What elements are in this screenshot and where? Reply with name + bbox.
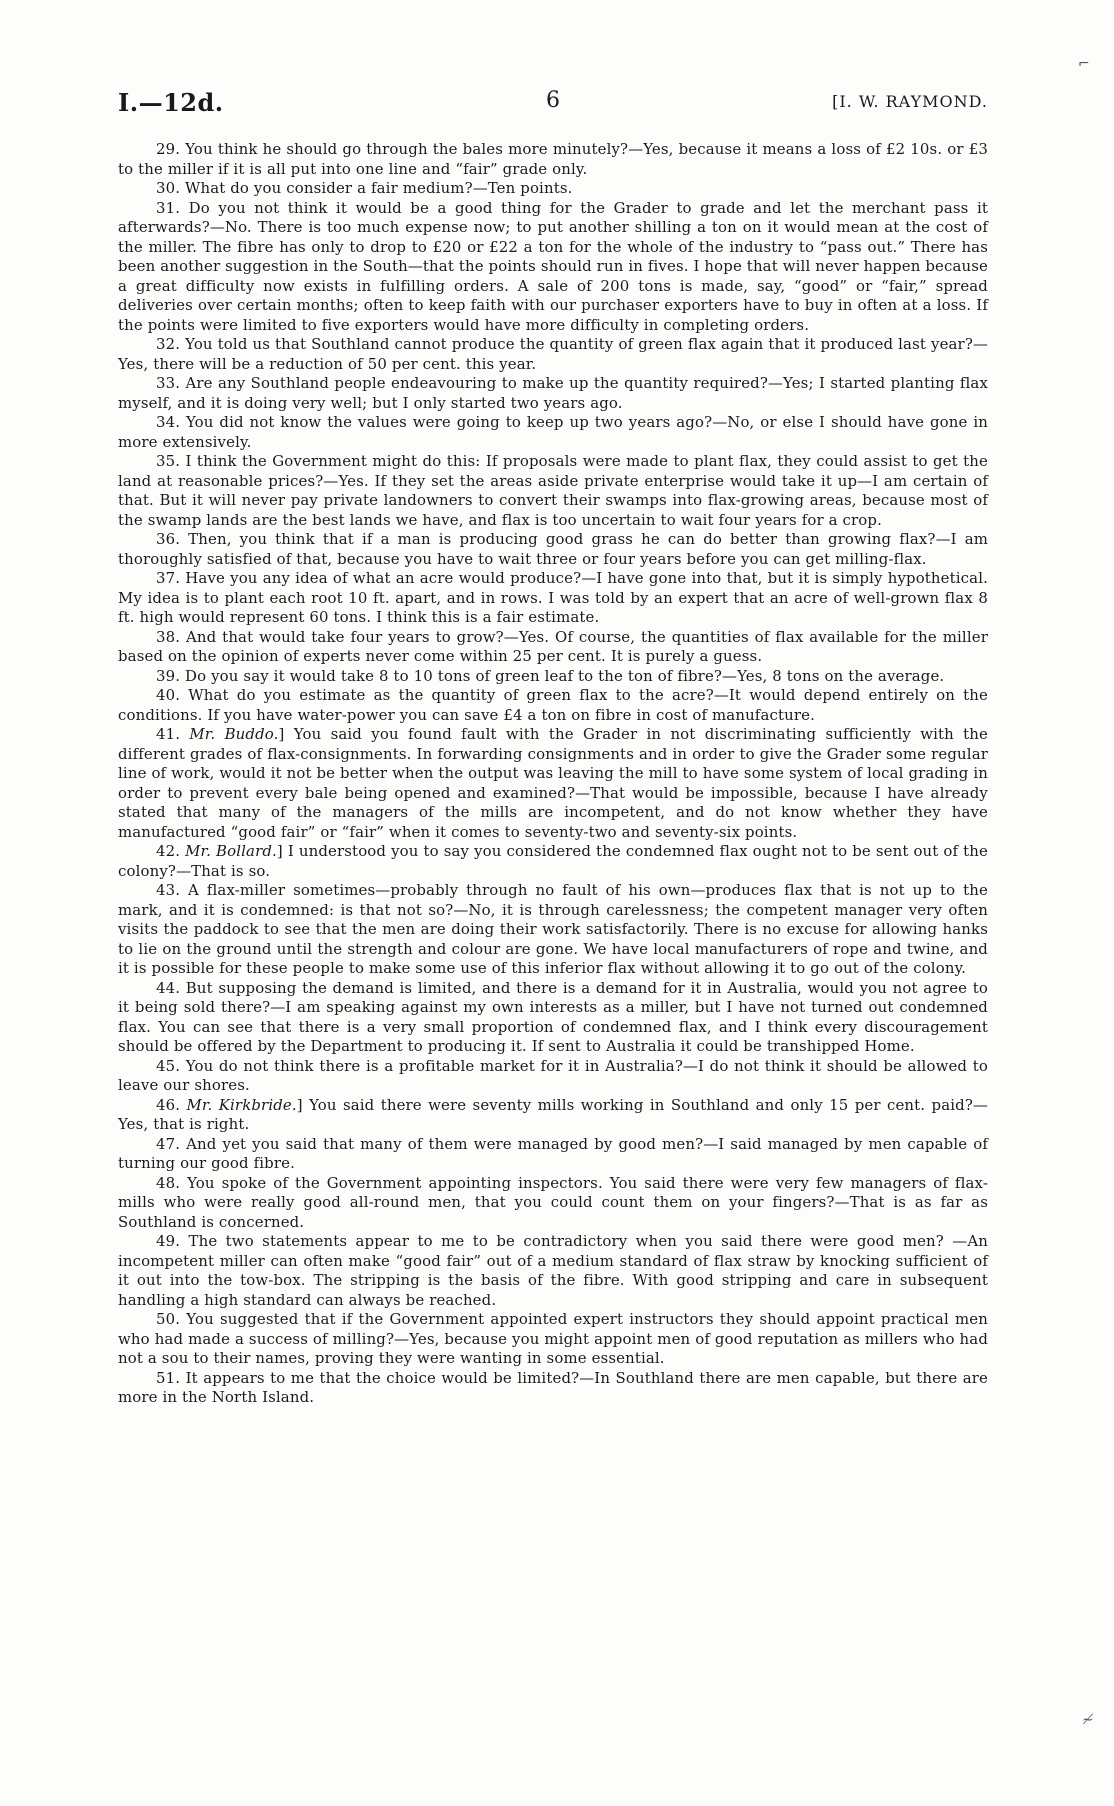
speaker-name: Mr. Kirkbride. bbox=[186, 1095, 297, 1114]
evidence-paragraph: 34. You did not know the values were going to keep up two years ago?—No, or else I should have gone in more extensively. bbox=[118, 413, 988, 451]
evidence-paragraph: 50. You suggested that if the Government appointed expert instructors they should appoint practical men who had made a success of milling?—Yes, because you might appoint men of good reputation as millers who had not a sou to their names, proving they were wanting in some essential. bbox=[118, 1310, 988, 1367]
paragraph-text: ] You said you found fault with the Grader in not discriminating sufficiently with the different grades of flax-consignments. In forwarding consignments and in order to give the Grader some regular line of work, would it not be better when the output was leaving the mill to have some system of local grading in order to prevent every bale being opened and examined?—That would be impossible, because I have already stated that many of the managers of the mills are incompetent, and do not know whether they have manufactured “good fair” or “fair” when it comes to seventy-two and seventy-six points. bbox=[118, 725, 988, 841]
evidence-paragraph: 37. Have you any idea of what an acre would produce?—I have gone into that, but it is simply hypothetical. My idea is to plant each root 10 ft. apart, and in rows. I was told by an expert that an acre of well-grown flax 8 ft. high would represent 60 tons. I think this is a fair estimate. bbox=[118, 569, 988, 626]
paragraph-text: ] You said there were seventy mills working in Southland and only 15 per cent. paid?—Yes, that is right. bbox=[118, 1095, 988, 1133]
question-number: 46. bbox=[156, 1095, 187, 1114]
evidence-paragraph: 32. You told us that Southland cannot produce the quantity of green flax again that it produced last year?—Yes, there will be a reduction of 50 per cent. this year. bbox=[118, 335, 988, 373]
evidence-paragraph: 43. A flax-miller sometimes—probably through no fault of his own—produces flax that is not up to the mark, and it is condemned: is that not so?—No, it is through carelessness; the competent manager very often visits the paddock to see that the men are doing their work satisfactorily. There is no excuse for allowing hanks to lie on the ground until the strength and colour are gone. We have local manufacturers of rope and twine, and it is possible for these people to make some use of this inferior flax without allowing it to go out of the colony. bbox=[118, 881, 988, 977]
witness-name: [I. W. RAYMOND. bbox=[832, 92, 988, 111]
margin-mark: ⌐ bbox=[1078, 56, 1090, 72]
speaker-name: Mr. Bollard. bbox=[185, 842, 277, 860]
evidence-paragraph: 30. What do you consider a fair medium?—Ten points. bbox=[156, 179, 573, 197]
document-page bbox=[118, 88, 988, 1408]
document-reference: I.—12d. bbox=[118, 88, 224, 117]
evidence-paragraph: 36. Then, you think that if a man is producing good grass he can do better than growing flax?—I am thoroughly satisfied of that, because you have to wait three or four years before you can get milling-flax. bbox=[118, 530, 988, 568]
evidence-paragraph: 40. What do you estimate as the quantity of green flax to the acre?—It would depend entirely on the conditions. If you have water-power you can save £4 a ton on fibre in cost of manufacture. bbox=[118, 686, 988, 724]
question-number: 41. bbox=[156, 725, 190, 743]
question-number: 42. bbox=[156, 842, 186, 860]
evidence-paragraph: 38. And that would take four years to grow?—Yes. Of course, the quantities of flax available for the miller based on the opinion of experts never come within 25 per cent. It is purely a guess. bbox=[118, 627, 988, 665]
evidence-paragraph: 35. I think the Government might do this: If proposals were made to plant flax, they could assist to get the land at reasonable prices?—Yes. If they set the areas aside private enterprise would take it up—I am certain of that. But it will never pay private landowners to convert their swamps into flax-growing areas, because most of the swamp lands are the best lands we have, and flax is too uncertain to wait four years for a crop. bbox=[118, 452, 988, 529]
evidence-paragraph: 31. Do you not think it would be a good thing for the Grader to grade and let the merchant pass it afterwards?—No. There is too much expense now; to put another shilling a ton on it would mean at the cost of the miller. The fibre has only to drop to £20 or £22 a ton for the whole of the industry to “pass out.” There has been another suggestion in the South—that the points should run in fives. I hope that will never happen because a great difficulty now exists in fulfilling orders. A sale of 200 tons is made, say, “good” or “fair,” spread deliveries over certain months; often to keep faith with our purchaser exporters have to buy in often at a loss. If the points were limited to five exporters would have more difficulty in completing orders. bbox=[118, 198, 988, 334]
margin-mark: ≁ bbox=[1082, 1712, 1094, 1728]
evidence-paragraph: 39. Do you say it would take 8 to 10 tons of green leaf to the ton of fibre?—Yes, 8 tons on the average. bbox=[156, 666, 945, 685]
evidence-paragraph bbox=[118, 842, 988, 881]
evidence-paragraph bbox=[118, 1096, 988, 1135]
page-header bbox=[118, 88, 988, 122]
evidence-paragraph: 29. You think he should go through the bales more minutely?—Yes, because it means a loss of £2 10s. or £3 to the miller if it is all put into one line and “fair” grade only. bbox=[118, 140, 988, 178]
evidence-paragraph: 51. It appears to me that the choice would be limited?—In Southland there are men capable, but there are more in the North Island. bbox=[118, 1368, 988, 1406]
evidence-paragraph: 33. Are any Southland people endeavouring to make up the quantity required?—Yes; I started planting flax myself, and it is doing very well; but I only started two years ago. bbox=[118, 374, 988, 412]
paragraph-text: ] I understood you to say you considered the condemned flax ought not to be sent out of the colony?—That is so. bbox=[118, 842, 989, 880]
evidence-paragraph: 45. You do not think there is a profitable market for it in Australia?—I do not think it should be allowed to leave our shores. bbox=[118, 1056, 988, 1094]
evidence-paragraph bbox=[118, 725, 988, 842]
evidence-paragraph: 48. You spoke of the Government appointing inspectors. You said there were very few managers of flax-mills who were really good all-round men, that you could count them on your fingers?—That is as far as Southland is concerned. bbox=[118, 1173, 988, 1231]
speaker-name: Mr. Buddo. bbox=[189, 725, 279, 743]
page-number: 6 bbox=[546, 88, 560, 113]
evidence-paragraph: 49. The two statements appear to me to be contradictory when you said there were good men? —An incompetent miller can often make “good fair” out of a medium standard of flax straw by knocking sufficient of it out into the tow-box. The stripping is the basis of the fibre. With good stripping and care in subsequent handling a high standard can always be reached. bbox=[118, 1232, 988, 1309]
evidence-paragraph: 47. And yet you said that many of them were managed by good men?—I said managed by men capable of turning our good fibre. bbox=[118, 1134, 988, 1172]
evidence-text bbox=[118, 140, 988, 1408]
evidence-paragraph: 44. But supposing the demand is limited, and there is a demand for it in Australia, would you not agree to it being sold there?—I am speaking against my own interests as a miller, but I have not turned out condemned flax. You can see that there is a very small proportion of condemned flax, and I think every discouragement should be offered by the Department to producing it. If sent to Australia it could be transhipped Home. bbox=[118, 978, 988, 1055]
